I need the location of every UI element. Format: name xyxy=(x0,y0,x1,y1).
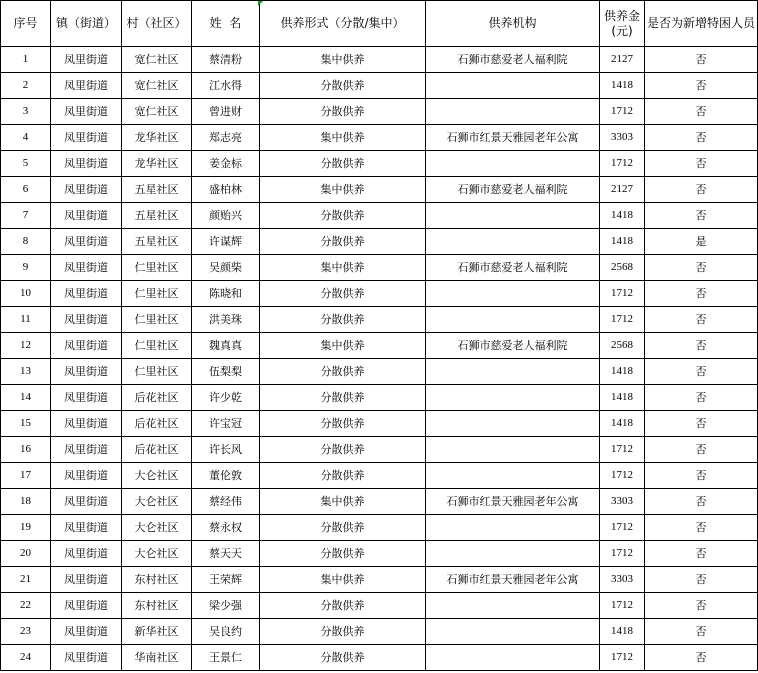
cell-institution xyxy=(426,203,600,229)
cell-village: 东村社区 xyxy=(122,593,192,619)
cell-seq: 11 xyxy=(1,307,51,333)
cell-town: 凤里街道 xyxy=(51,489,122,515)
cell-town: 凤里街道 xyxy=(51,125,122,151)
header-town: 镇（街道） xyxy=(51,1,122,47)
cell-form: 分散供养 xyxy=(260,645,426,671)
cell-seq: 15 xyxy=(1,411,51,437)
cell-seq: 16 xyxy=(1,437,51,463)
cell-new: 否 xyxy=(645,255,758,281)
cell-town: 凤里街道 xyxy=(51,255,122,281)
cell-village: 仁里社区 xyxy=(122,281,192,307)
cell-town: 凤里街道 xyxy=(51,73,122,99)
cell-institution xyxy=(426,281,600,307)
cell-new: 否 xyxy=(645,359,758,385)
table-row xyxy=(1,619,758,645)
cell-name: 蔡经伟 xyxy=(192,489,260,515)
cell-town: 凤里街道 xyxy=(51,359,122,385)
cell-form: 分散供养 xyxy=(260,385,426,411)
table-row xyxy=(1,541,758,567)
header-name: 姓 名 xyxy=(192,1,260,47)
table-row xyxy=(1,151,758,177)
cell-new: 否 xyxy=(645,73,758,99)
cell-seq: 23 xyxy=(1,619,51,645)
table-row xyxy=(1,177,758,203)
cell-new: 否 xyxy=(645,489,758,515)
cell-amount: 2127 xyxy=(600,177,645,203)
cell-form: 分散供养 xyxy=(260,281,426,307)
cell-new: 否 xyxy=(645,333,758,359)
cell-amount: 3303 xyxy=(600,489,645,515)
cell-amount: 3303 xyxy=(600,567,645,593)
cell-seq: 10 xyxy=(1,281,51,307)
cell-village: 仁里社区 xyxy=(122,333,192,359)
table-row xyxy=(1,99,758,125)
header-new: 是否为新增特困人员 xyxy=(645,1,758,47)
header-amount-line1: 供养金 xyxy=(603,8,640,23)
cell-name: 陈晓和 xyxy=(192,281,260,307)
cell-form: 集中供养 xyxy=(260,567,426,593)
cell-town: 凤里街道 xyxy=(51,47,122,73)
cell-village: 宽仁社区 xyxy=(122,99,192,125)
cell-seq: 4 xyxy=(1,125,51,151)
cell-name: 蔡天天 xyxy=(192,541,260,567)
table-row xyxy=(1,47,758,73)
cell-name: 郑志亮 xyxy=(192,125,260,151)
cell-seq: 7 xyxy=(1,203,51,229)
cell-form: 分散供养 xyxy=(260,619,426,645)
cell-form: 集中供养 xyxy=(260,125,426,151)
table-row xyxy=(1,125,758,151)
cell-town: 凤里街道 xyxy=(51,307,122,333)
cell-institution xyxy=(426,593,600,619)
cell-amount: 1418 xyxy=(600,411,645,437)
cell-town: 凤里街道 xyxy=(51,515,122,541)
cell-name: 颜贻兴 xyxy=(192,203,260,229)
cell-town: 凤里街道 xyxy=(51,203,122,229)
table-row xyxy=(1,593,758,619)
cell-village: 仁里社区 xyxy=(122,255,192,281)
cell-form: 分散供养 xyxy=(260,73,426,99)
cell-form: 分散供养 xyxy=(260,359,426,385)
cell-amount: 2568 xyxy=(600,333,645,359)
cell-corner-marker xyxy=(258,1,263,6)
cell-form: 分散供养 xyxy=(260,593,426,619)
cell-seq: 12 xyxy=(1,333,51,359)
cell-new: 否 xyxy=(645,99,758,125)
cell-amount: 2568 xyxy=(600,255,645,281)
cell-new: 否 xyxy=(645,567,758,593)
cell-village: 五星社区 xyxy=(122,229,192,255)
table-row xyxy=(1,255,758,281)
cell-institution: 石狮市慈爱老人福利院 xyxy=(426,47,600,73)
table-row xyxy=(1,515,758,541)
cell-village: 大仑社区 xyxy=(122,463,192,489)
cell-town: 凤里街道 xyxy=(51,99,122,125)
cell-village: 新华社区 xyxy=(122,619,192,645)
cell-name: 许宝冠 xyxy=(192,411,260,437)
cell-name: 盛柏林 xyxy=(192,177,260,203)
cell-new: 否 xyxy=(645,619,758,645)
cell-form: 集中供养 xyxy=(260,255,426,281)
cell-seq: 18 xyxy=(1,489,51,515)
table-row xyxy=(1,489,758,515)
cell-town: 凤里街道 xyxy=(51,645,122,671)
cell-name: 王景仁 xyxy=(192,645,260,671)
cell-institution xyxy=(426,541,600,567)
cell-seq: 13 xyxy=(1,359,51,385)
cell-village: 后花社区 xyxy=(122,411,192,437)
cell-new: 否 xyxy=(645,515,758,541)
cell-new: 否 xyxy=(645,437,758,463)
cell-amount: 1418 xyxy=(600,203,645,229)
cell-village: 仁里社区 xyxy=(122,359,192,385)
cell-institution xyxy=(426,151,600,177)
cell-new: 否 xyxy=(645,645,758,671)
table-row xyxy=(1,73,758,99)
cell-seq: 17 xyxy=(1,463,51,489)
cell-seq: 20 xyxy=(1,541,51,567)
cell-name: 吴良约 xyxy=(192,619,260,645)
cell-institution xyxy=(426,645,600,671)
cell-institution: 石狮市慈爱老人福利院 xyxy=(426,255,600,281)
cell-seq: 5 xyxy=(1,151,51,177)
cell-new: 否 xyxy=(645,541,758,567)
cell-amount: 1712 xyxy=(600,515,645,541)
cell-form: 分散供养 xyxy=(260,151,426,177)
cell-form: 分散供养 xyxy=(260,541,426,567)
cell-form: 集中供养 xyxy=(260,489,426,515)
cell-town: 凤里街道 xyxy=(51,177,122,203)
cell-name: 王荣辉 xyxy=(192,567,260,593)
cell-village: 龙华社区 xyxy=(122,125,192,151)
cell-amount: 2127 xyxy=(600,47,645,73)
cell-village: 后花社区 xyxy=(122,385,192,411)
cell-form: 分散供养 xyxy=(260,411,426,437)
cell-amount: 1712 xyxy=(600,281,645,307)
cell-village: 五星社区 xyxy=(122,203,192,229)
cell-village: 仁里社区 xyxy=(122,307,192,333)
cell-town: 凤里街道 xyxy=(51,229,122,255)
table-row xyxy=(1,229,758,255)
cell-amount: 3303 xyxy=(600,125,645,151)
header-form: 供养形式（分散/集中） xyxy=(260,1,426,47)
cell-town: 凤里街道 xyxy=(51,619,122,645)
cell-new: 否 xyxy=(645,411,758,437)
table-row xyxy=(1,203,758,229)
cell-form: 分散供养 xyxy=(260,437,426,463)
cell-amount: 1712 xyxy=(600,437,645,463)
cell-village: 华南社区 xyxy=(122,645,192,671)
cell-institution xyxy=(426,411,600,437)
cell-village: 后花社区 xyxy=(122,437,192,463)
cell-name: 蔡清粉 xyxy=(192,47,260,73)
cell-new: 否 xyxy=(645,125,758,151)
cell-form: 分散供养 xyxy=(260,515,426,541)
cell-institution xyxy=(426,359,600,385)
cell-name: 许谋辉 xyxy=(192,229,260,255)
cell-amount: 1712 xyxy=(600,541,645,567)
cell-name: 许少乾 xyxy=(192,385,260,411)
cell-town: 凤里街道 xyxy=(51,541,122,567)
header-amount xyxy=(600,1,645,47)
table-row xyxy=(1,359,758,385)
cell-form: 分散供养 xyxy=(260,463,426,489)
cell-institution xyxy=(426,307,600,333)
header-institution: 供养机构 xyxy=(426,1,600,47)
cell-town: 凤里街道 xyxy=(51,151,122,177)
cell-name: 江水得 xyxy=(192,73,260,99)
table-row xyxy=(1,281,758,307)
cell-new: 否 xyxy=(645,203,758,229)
cell-village: 大仑社区 xyxy=(122,515,192,541)
cell-institution: 石狮市红景天雅园老年公寓 xyxy=(426,567,600,593)
cell-form: 集中供养 xyxy=(260,177,426,203)
cell-town: 凤里街道 xyxy=(51,411,122,437)
cell-town: 凤里街道 xyxy=(51,567,122,593)
cell-institution xyxy=(426,463,600,489)
cell-name: 洪美珠 xyxy=(192,307,260,333)
cell-village: 大仑社区 xyxy=(122,489,192,515)
cell-new: 是 xyxy=(645,229,758,255)
cell-amount: 1418 xyxy=(600,359,645,385)
cell-new: 否 xyxy=(645,593,758,619)
cell-village: 宽仁社区 xyxy=(122,47,192,73)
header-seq: 序号 xyxy=(1,1,51,47)
cell-amount: 1712 xyxy=(600,151,645,177)
cell-new: 否 xyxy=(645,281,758,307)
table-row xyxy=(1,463,758,489)
cell-amount: 1418 xyxy=(600,229,645,255)
cell-new: 否 xyxy=(645,385,758,411)
cell-amount: 1712 xyxy=(600,645,645,671)
cell-institution: 石狮市红景天雅园老年公寓 xyxy=(426,125,600,151)
cell-institution xyxy=(426,99,600,125)
cell-seq: 2 xyxy=(1,73,51,99)
table-row xyxy=(1,385,758,411)
cell-name: 董伦敦 xyxy=(192,463,260,489)
cell-amount: 1712 xyxy=(600,307,645,333)
cell-amount: 1418 xyxy=(600,619,645,645)
table-row xyxy=(1,411,758,437)
cell-amount: 1712 xyxy=(600,99,645,125)
cell-name: 蔡永权 xyxy=(192,515,260,541)
cell-new: 否 xyxy=(645,307,758,333)
cell-village: 东村社区 xyxy=(122,567,192,593)
cell-name: 魏真真 xyxy=(192,333,260,359)
cell-town: 凤里街道 xyxy=(51,385,122,411)
cell-form: 集中供养 xyxy=(260,47,426,73)
cell-name: 吴颜柴 xyxy=(192,255,260,281)
table-row xyxy=(1,333,758,359)
cell-amount: 1712 xyxy=(600,593,645,619)
cell-amount: 1418 xyxy=(600,385,645,411)
cell-name: 梁少强 xyxy=(192,593,260,619)
cell-new: 否 xyxy=(645,177,758,203)
cell-institution xyxy=(426,515,600,541)
cell-institution: 石狮市慈爱老人福利院 xyxy=(426,177,600,203)
cell-new: 否 xyxy=(645,151,758,177)
cell-village: 大仑社区 xyxy=(122,541,192,567)
cell-institution xyxy=(426,73,600,99)
table-header-row xyxy=(1,1,758,47)
cell-seq: 24 xyxy=(1,645,51,671)
header-amount-line2: (元) xyxy=(611,23,633,38)
cell-seq: 21 xyxy=(1,567,51,593)
cell-name: 姜金标 xyxy=(192,151,260,177)
cell-form: 分散供养 xyxy=(260,99,426,125)
cell-name: 伍梨梨 xyxy=(192,359,260,385)
cell-form: 分散供养 xyxy=(260,229,426,255)
cell-institution: 石狮市慈爱老人福利院 xyxy=(426,333,600,359)
cell-form: 集中供养 xyxy=(260,333,426,359)
cell-name: 曾进财 xyxy=(192,99,260,125)
cell-form: 分散供养 xyxy=(260,307,426,333)
cell-form: 分散供养 xyxy=(260,203,426,229)
cell-seq: 14 xyxy=(1,385,51,411)
cell-seq: 8 xyxy=(1,229,51,255)
cell-institution xyxy=(426,385,600,411)
cell-seq: 19 xyxy=(1,515,51,541)
cell-institution: 石狮市红景天雅园老年公寓 xyxy=(426,489,600,515)
cell-village: 五星社区 xyxy=(122,177,192,203)
cell-seq: 1 xyxy=(1,47,51,73)
cell-town: 凤里街道 xyxy=(51,437,122,463)
table-row xyxy=(1,645,758,671)
cell-town: 凤里街道 xyxy=(51,463,122,489)
cell-new: 否 xyxy=(645,463,758,489)
cell-seq: 22 xyxy=(1,593,51,619)
cell-village: 宽仁社区 xyxy=(122,73,192,99)
cell-seq: 6 xyxy=(1,177,51,203)
cell-institution xyxy=(426,437,600,463)
cell-institution xyxy=(426,229,600,255)
cell-village: 龙华社区 xyxy=(122,151,192,177)
cell-seq: 3 xyxy=(1,99,51,125)
cell-amount: 1712 xyxy=(600,463,645,489)
cell-town: 凤里街道 xyxy=(51,281,122,307)
cell-name: 许长风 xyxy=(192,437,260,463)
cell-town: 凤里街道 xyxy=(51,593,122,619)
table-row xyxy=(1,567,758,593)
cell-new: 否 xyxy=(645,47,758,73)
cell-seq: 9 xyxy=(1,255,51,281)
table-row xyxy=(1,437,758,463)
table-row xyxy=(1,307,758,333)
cell-amount: 1418 xyxy=(600,73,645,99)
cell-town: 凤里街道 xyxy=(51,333,122,359)
header-village: 村（社区） xyxy=(122,1,192,47)
cell-institution xyxy=(426,619,600,645)
